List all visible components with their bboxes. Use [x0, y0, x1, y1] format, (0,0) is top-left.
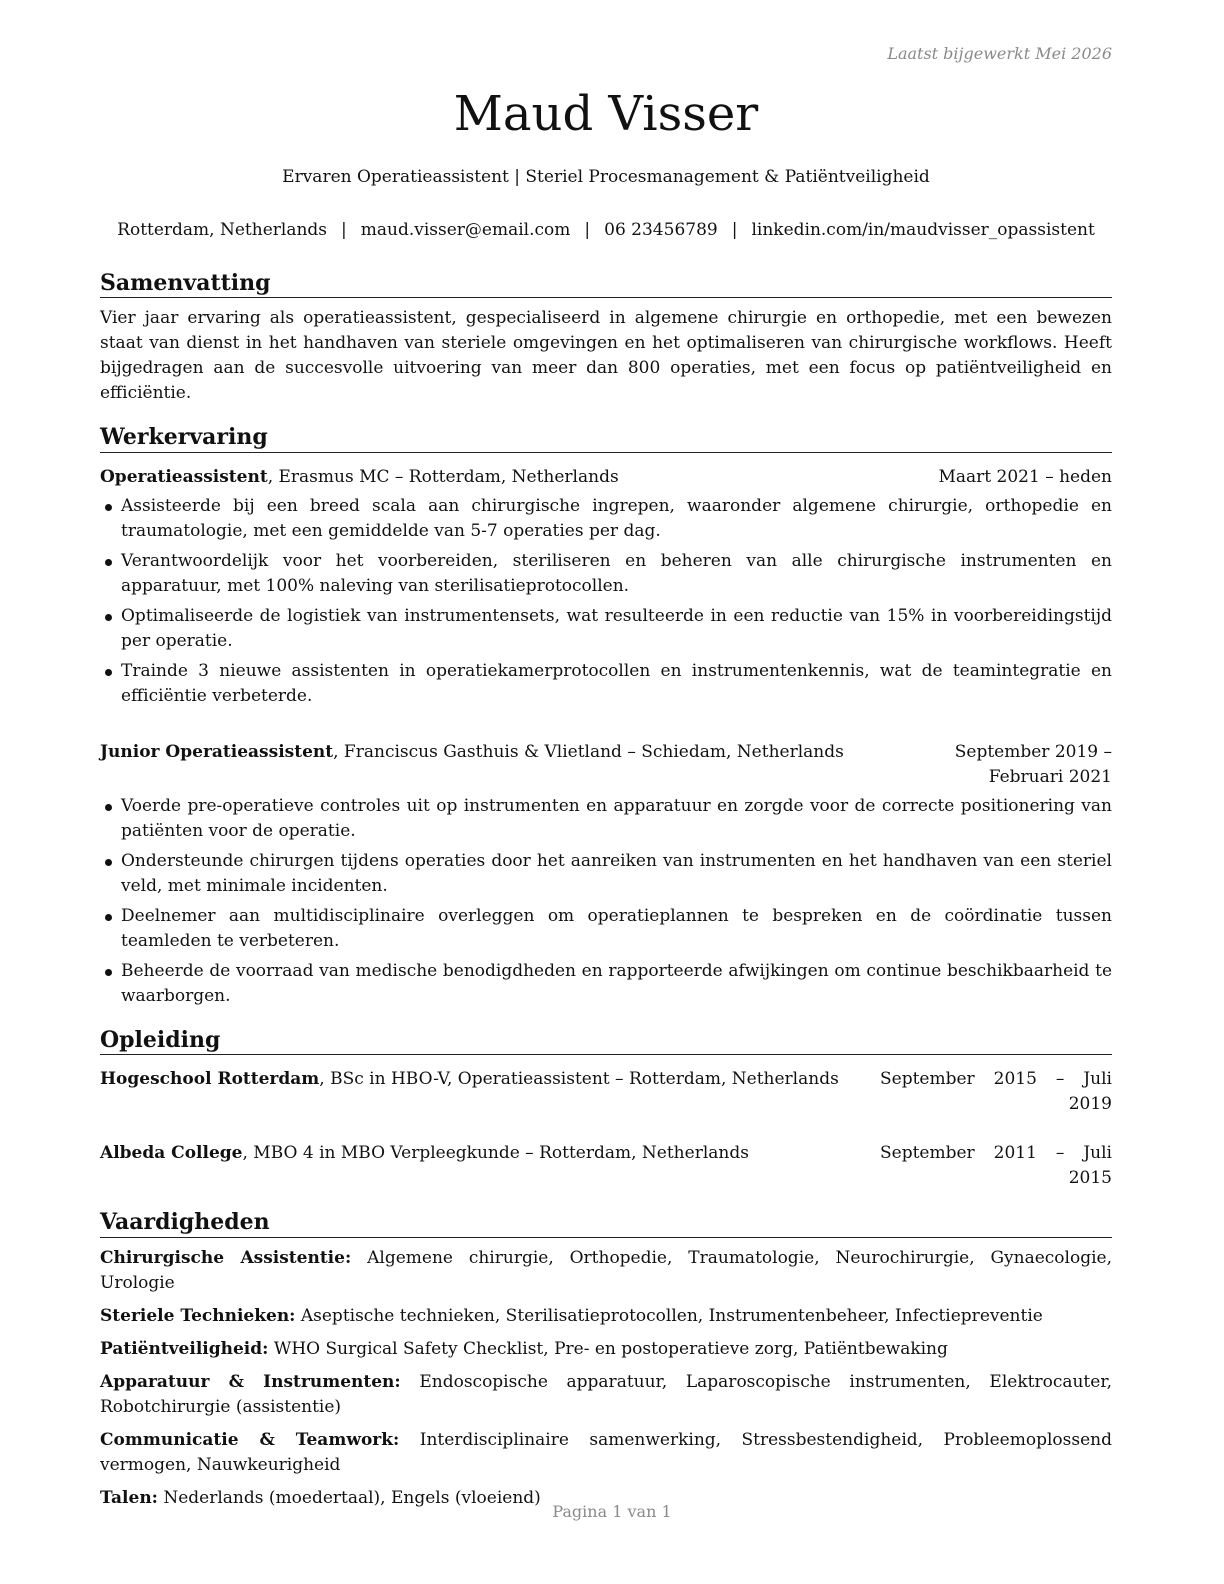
list-item: Assisteerde bij een breed scala aan chirurgische ingrepen, waaronder algemene chirurgie, orthopedie en traumatologie, met een gemiddelde van 5-7 operaties per dag.	[100, 494, 1112, 544]
skill-row	[100, 1304, 1112, 1329]
section-title-summary: Samenvatting	[100, 270, 1112, 298]
skill-row	[100, 1246, 1112, 1296]
experience-section	[100, 424, 1112, 1008]
list-item: Deelnemer aan multidisciplinaire overleggen om operatieplannen te bespreken en de coördinatie tussen teamleden te verbeteren.	[100, 904, 1112, 954]
job-header	[100, 465, 1112, 490]
page-footer: Pagina 1 van 1	[552, 1502, 672, 1521]
resume-content	[100, 270, 1112, 1511]
summary-section	[100, 270, 1112, 406]
skill-value: Nederlands (moedertaal), Engels (vloeiend)	[163, 1487, 541, 1508]
skill-label: Talen:	[100, 1487, 158, 1508]
job-dates: Maart 2021 – heden	[938, 466, 1112, 487]
education-detail: , BSc in HBO-V, Operatieassistent – Rotterdam, Netherlands	[319, 1069, 839, 1090]
section-title-skills: Vaardigheden	[100, 1209, 1112, 1237]
skill-value: Aseptische technieken, Sterilisatieprotocollen, Instrumentenbeheer, Infectiepreventie	[300, 1305, 1043, 1326]
contact-phone[interactable]: 06 23456789	[604, 220, 718, 240]
job-bullets	[100, 494, 1112, 709]
job-bullets	[100, 794, 1112, 1009]
contact-location: Rotterdam, Netherlands	[117, 220, 328, 240]
candidate-name: Maud Visser	[453, 86, 759, 142]
skill-label: Steriele Technieken:	[100, 1305, 296, 1326]
job-dates: September 2019 – Februari 2021	[954, 741, 1112, 787]
list-item: Verantwoordelijk voor het voorbereiden, steriliseren en beheren van alle chirurgische instrumenten en apparatuur, met 100% naleving van sterilisatieprotocollen.	[100, 549, 1112, 599]
list-item: Trainde 3 nieuwe assistenten in operatiekamerprotocollen en instrumentenkennis, wat de teamintegratie en efficiëntie verbeterde.	[100, 659, 1112, 709]
education-section	[100, 1027, 1112, 1191]
skill-value: Endoscopische apparatuur, Laparoscopische instrumenten, Elektrocauter, Robotchirurgie (assistentie)	[100, 1371, 1112, 1417]
contact-linkedin[interactable]: linkedin.com/in/maudvisser_opassistent	[751, 220, 1095, 240]
skill-value: WHO Surgical Safety Checklist, Pre- en postoperatieve zorg, Patiëntbewaking	[273, 1338, 948, 1359]
headline: Ervaren Operatieassistent | Steriel Procesmanagement & Patiëntveiligheid	[282, 167, 930, 187]
contact-separator: |	[584, 220, 591, 240]
skill-label: Communicatie & Teamwork:	[100, 1429, 400, 1450]
skill-value: Interdisciplinaire samenwerking, Stressbestendigheid, Probleemoplossend vermogen, Nauwkeurigheid	[100, 1429, 1112, 1475]
job-header	[100, 740, 1112, 790]
education-item	[100, 1141, 1112, 1191]
contact-email[interactable]: maud.visser@email.com	[360, 220, 571, 240]
skill-value: Algemene chirurgie, Orthopedie, Traumatologie, Neurochirurgie, Gynaecologie, Urologie	[100, 1247, 1113, 1293]
education-dates: September 2011 – Juli 2015	[880, 1143, 1112, 1189]
education-dates: September 2015 – Juli 2019	[880, 1069, 1112, 1115]
skill-label: Patiëntveiligheid:	[100, 1338, 269, 1359]
education-school: Hogeschool Rotterdam	[100, 1069, 320, 1090]
list-item: Voerde pre-operatieve controles uit op instrumenten en apparatuur en zorgde voor de correcte positionering van patiënten voor de operatie.	[100, 794, 1112, 844]
skills-section	[100, 1209, 1112, 1510]
contact-separator: |	[731, 220, 738, 240]
skill-label: Apparatuur & Instrumenten:	[100, 1371, 401, 1392]
education-school: Albeda College	[100, 1143, 243, 1164]
job-org: , Erasmus MC – Rotterdam, Netherlands	[267, 466, 619, 487]
education-item	[100, 1067, 1112, 1117]
summary-text: Vier jaar ervaring als operatieassistent, gespecialiseerd in algemene chirurgie en orthopedie, met een bewezen staat van dienst in het handhaven van steriele omgevingen en het optimaliseren van chirurgische workflows. Heeft bijgedragen aan de succesvolle uitvoering van meer dan 800 operaties, met een focus op patiëntveiligheid en efficiëntie.	[100, 308, 1112, 404]
last-updated: Laatst bijgewerkt Mei 2026	[887, 44, 1112, 63]
job-role: Operatieassistent	[100, 466, 268, 487]
list-item: Beheerde de voorraad van medische benodigdheden en rapporteerde afwijkingen om continue beschikbaarheid te waarborgen.	[100, 959, 1112, 1009]
contact-separator: |	[341, 220, 347, 240]
section-title-experience: Werkervaring	[100, 424, 1112, 452]
contact-line	[100, 220, 1112, 240]
list-item: Ondersteunde chirurgen tijdens operaties door het aanreiken van instrumenten en het handhaven van een steriel veld, met minimale incidenten.	[100, 849, 1112, 899]
skill-row	[100, 1337, 1112, 1362]
job-org: , Franciscus Gasthuis & Vlietland – Schiedam, Netherlands	[333, 741, 844, 762]
education-detail: , MBO 4 in MBO Verpleegkunde – Rotterdam, Netherlands	[242, 1143, 749, 1164]
skill-label: Chirurgische Assistentie:	[100, 1247, 352, 1268]
skill-row	[100, 1370, 1112, 1420]
skill-row	[100, 1428, 1112, 1478]
list-item: Optimaliseerde de logistiek van instrumentensets, wat resulteerde in een reductie van 15% in voorbereidingstijd per operatie.	[100, 604, 1112, 654]
job-role: Junior Operatieassistent	[100, 741, 334, 762]
section-title-education: Opleiding	[100, 1027, 1112, 1055]
